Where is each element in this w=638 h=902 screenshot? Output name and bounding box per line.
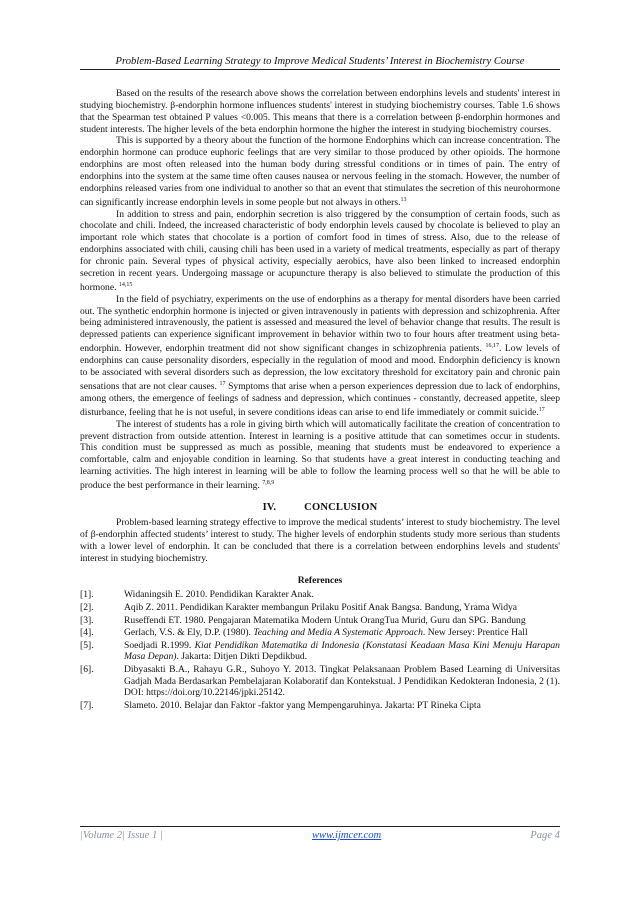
paragraph-2 — [80, 135, 560, 208]
paragraph-2-text: This is supported by a theory about the function of the hormone Endorphins which can increase concentration. The endorphin hormone can produce euphoric feelings that are very similar to those produced by other opioids. The hormone endorphins are most often released into the human body during stressful conditions or in times of pain. The entry of endorphins into the system at the same time often causes nausea or nervous feeling in the stomach. However, the number of endorphins released varies from one individual to another so that an event that stimulates the secretion of this neurohormone can significantly increase endorphin levels in some people but not always in others. — [80, 135, 560, 208]
reference-text-main: Gerlach, V.S. & Ely, D.P. (1980). — [124, 627, 254, 639]
paragraph-1 — [80, 88, 560, 135]
reference-text-main: Widaningsih E. 2010. Pendidikan Karakter Anak. — [124, 589, 314, 601]
paragraph-3 — [80, 209, 560, 294]
paragraph-1-text: Based on the results of the research above shows the correlation between endorphins levels and students' interest in studying biochemistry. β-endorphin hormone influences students' interest in studying biochemistry courses. Table 1.6 shows that the Spearman test obtained P values <0.005. This means that there is a correlation between β-endorphin hormones and student interests. The higher levels of the beta endorphin hormone the higher the interest in studying biochemistry courses. — [80, 88, 560, 135]
citation-17b: 17 — [538, 406, 545, 413]
running-header-title: Problem-Based Learning Strategy to Improve Medical Students’ Interest in Biochemistry Course — [115, 56, 525, 67]
citation-13: 13 — [400, 196, 407, 203]
reference-number: [4]. — [80, 627, 94, 639]
reference-title-italic: Teaching and Media A Systematic Approach — [253, 627, 423, 639]
paragraph-4 — [80, 294, 560, 419]
article-body — [80, 88, 560, 712]
reference-list — [80, 589, 560, 711]
reference-number: [2]. — [80, 601, 94, 613]
reference-text-main: Ruseffendi ET. 1980. Pengajaran Matematika Modern Untuk OrangTua Murid, Guru dan SPG. Bandung — [124, 614, 526, 626]
conclusion-paragraph — [80, 517, 560, 564]
references-heading: References — [297, 575, 343, 587]
reference-text-main: Aqib Z. 2011. Pendidikan Karakter membangun Prilaku Positif Anak Bangsa. Bandung, Yrama Widya — [124, 601, 518, 613]
reference-title-italic: Kiat Pendidikan Matematika di Indonesia (Konstatasi Keadaan Masa Kini Menuju Harapan Masa Depan) — [124, 639, 560, 663]
reference-item — [80, 640, 560, 663]
reference-text — [124, 627, 560, 639]
reference-text — [124, 640, 560, 663]
reference-number: [3]. — [80, 614, 94, 626]
reference-number: [5]. — [80, 639, 94, 651]
reference-text — [124, 589, 560, 601]
reference-text-main: Soedjadi R.1999. — [124, 639, 195, 651]
citation-7-8-9: 7,8,9 — [262, 479, 275, 486]
reference-item — [80, 627, 560, 639]
paragraph-5 — [80, 419, 560, 492]
running-header — [80, 56, 560, 70]
citation-17a: 17 — [219, 380, 226, 387]
conclusion-heading — [80, 502, 560, 513]
reference-item — [80, 664, 560, 699]
reference-text — [124, 664, 560, 699]
reference-item — [80, 700, 560, 712]
conclusion-title: CONCLUSION — [304, 501, 378, 513]
reference-item — [80, 615, 560, 627]
footer-page-number: Page 4 — [530, 830, 560, 841]
conclusion-text: Problem-based learning strategy effective to improve the medical students’ interest to study biochemistry. The level of β-endorphin affected students’ interest to study. The higher levels of endorphin students study more serious than students with a lower level of endorphin. It can be concluded that there is a correlation between endorphins levels and students' interest in studying biochemistry. — [80, 516, 560, 564]
reference-text-tail: . New Jersey: Prentice Hall — [422, 627, 528, 639]
reference-number: [6]. — [80, 663, 94, 675]
reference-number: [1]. — [80, 589, 94, 601]
paragraph-4-text-c: Symptoms that arise when a person experiences depression due to lack of endorphins, among others, the emergence of feelings of sadness and depression, which continues - constantly, decreased appetite, sleep disturbance, feeling that he is not useful, in severe conditions ideas can arise to end life immediately or commit suicide. — [80, 381, 561, 418]
paragraph-4-text: In the field of psychiatry, experiments on the use of endorphins as a therapy for mental disorders have been carried out. The synthetic endorphin hormone is injected or given intravenously in patients with depression and schizophrenia. After being administered intravenously, the patient is assessed and measured the level of behavior change that results. The result is depressed patients can experience significant improvement in behavior within two to four hours after treatment using beta-endorphin. However, endorphin treatment did not show significant changes in schizophrenia patients. — [80, 293, 560, 355]
reference-text-main: Slameto. 2010. Belajar dan Faktor -faktor yang Mempengaruhinya. Jakarta: PT Rineka Cipta — [124, 699, 481, 711]
footer-website-link[interactable]: www.ijmcer.com — [311, 830, 382, 841]
page-footer — [80, 826, 560, 841]
reference-text-main: Dibyasakti B.A., Rahayu G.R., Suhoyo Y. 2013. Tingkat Pelaksanaan Problem Based Learning di Universitas Gadjah Mada Berdasarkan Pembelajaran Kolaboratif dan Kontekstual. J Pendidikan Kedokteran Indonesia, 2 (1). DOI: https://doi.org/10.22146/jpki.25142. — [124, 663, 560, 699]
reference-item — [80, 589, 560, 601]
conclusion-number: IV. — [262, 501, 277, 513]
reference-item — [80, 602, 560, 614]
paragraph-4-text-b: . Low levels of endorphins can cause personality disorders, especially in the regulation of mood and mood. Endorphin deficiency is known to be associated with several disorders such as depression, the low excitatory threshold for excitatory pain and chronic pain sensations that are not clear causes. — [80, 343, 560, 392]
footer-volume: |Volume 2| Issue 1 | — [80, 830, 163, 841]
citation-16-17: 16,17 — [485, 343, 499, 350]
reference-text — [124, 602, 560, 614]
reference-text — [124, 615, 560, 627]
citation-14-15: 14,15 — [118, 281, 133, 288]
reference-number: [7]. — [80, 699, 94, 711]
paragraph-3-text: In addition to stress and pain, endorphin secretion is also triggered by the consumption of certain foods, such as chocolate and chili. Indeed, the increased characteristic of body endorphin levels caused by chocolate is believed to play an important role which states that chocolate is a portion of comfort food in times of stress. Also, due to the release of endorphins associated with chili, causing chili has been used in a variety of medical treatments, especially as part of therapy for chronic pain. Several types of physical activity, especially aerobics, have also been linked to increased endorphin secretion in recent years. Undergoing massage or acupuncture therapy is also believed to stimulate the production of this hormone. — [80, 208, 560, 293]
reference-text-tail: . Jakarta: Ditjen Dikti Depdikbud. — [176, 651, 308, 663]
paragraph-5-text: The interest of students has a role in giving birth which will automatically facilitate the creation of concentration to prevent distraction from outside attention. Interest in learning is a positive attitude that can sometimes occur in students. This condition must be suppressed as much as possible, meaning that students must be endeavored to experience a comfortable, calm and enjoyable condition in learning. So that students have a great interest in conducting teaching and learning activities. The high interest in learning will be able to follow the learning process well so that he will be able to produce the best performance in their learning. — [80, 418, 560, 492]
reference-text — [124, 700, 560, 712]
